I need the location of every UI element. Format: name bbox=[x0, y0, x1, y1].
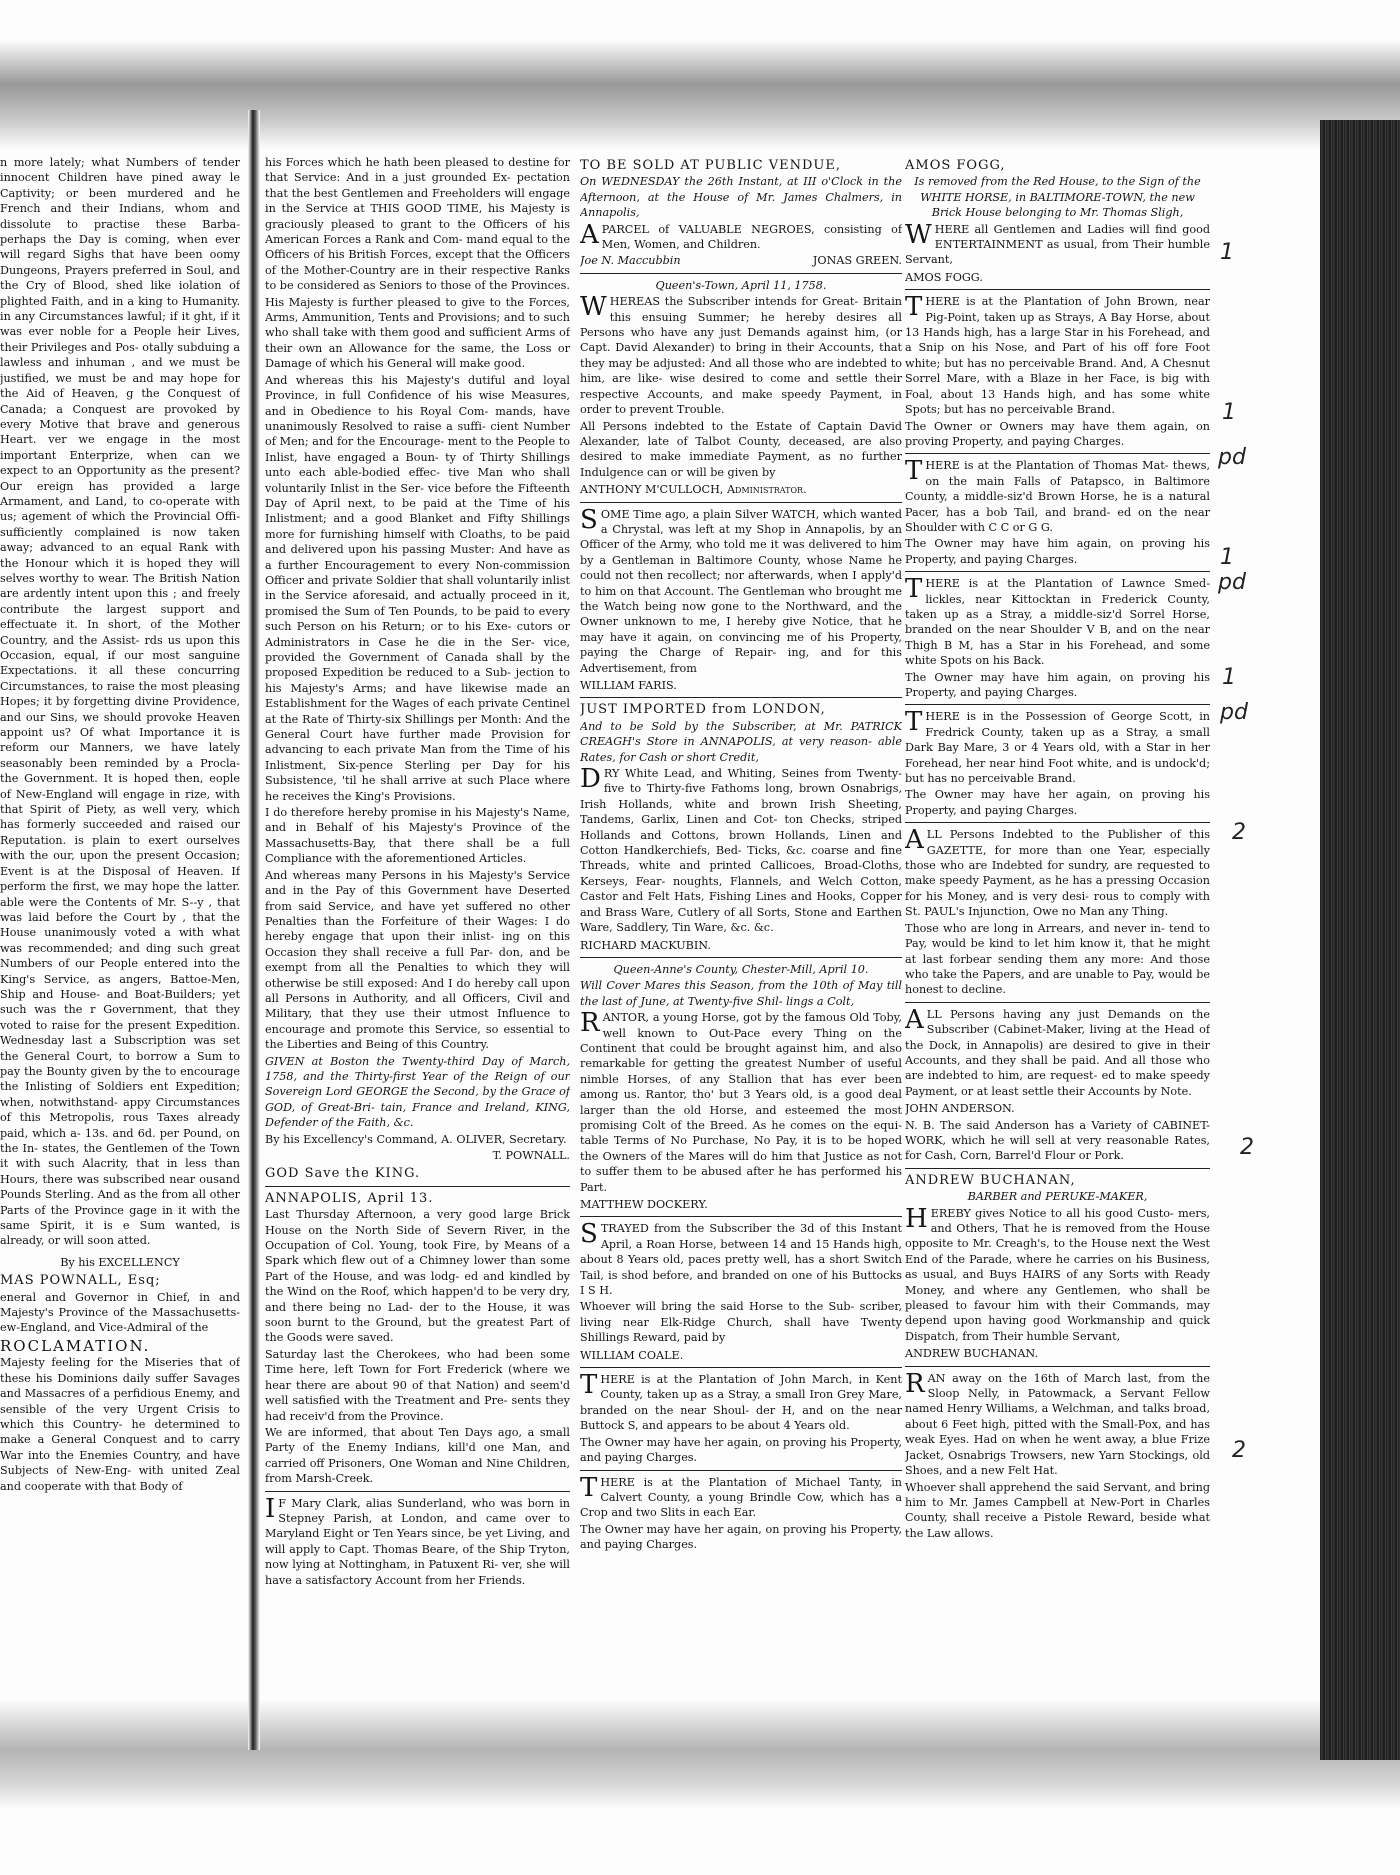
col4-scott-2: The Owner may have her again, on proving his Property, and paying Charges. bbox=[905, 788, 1210, 817]
divider bbox=[905, 289, 1210, 290]
col2-given: GIVEN at Boston the Twenty-third Day of March, 1758, and the Thirty-first Year of the Reign of our Sovereign Lord GEORGE the Second, by the Grace of GOD, of Great-Bri- tain, France and Ireland, KING, Defender of the Faith, &c. bbox=[265, 1054, 570, 1130]
col3-whereas: WHEREAS the Subscriber intends for Great- Britain this ensuing Summer; he hereby desires all Persons who have any just Demands against him, (or Capt. David Alexander) to bring in their Accounts, that they may be adjusted: And all those who are indebted to him, are like- wise desired to come and settle their respective Accounts, and make speedy Payment, in order to prevent Trouble. bbox=[580, 292, 902, 417]
col4-scott: THERE is in the Possession of George Scott, in Fredrick County, taken up as a Stray, a small Dark Bay Mare, 3 or 4 Years old, with a Star in her Forehead, her near hind Foot white, and is undock'd; but has no perceivable Brand. bbox=[905, 707, 1210, 786]
divider bbox=[265, 1491, 570, 1492]
col4-fogg-title: AMOS FOGG, bbox=[905, 158, 1006, 173]
margin-mark: pd bbox=[1220, 700, 1248, 725]
col2-annapolis-2: Saturday last the Cherokees, who had been some Time here, left Town for Fort Frederick (where we hear there are about 90 of that Nation) and seem'd well satisfied with the Treatment and Pre- sents they had receiv'd from the Province. bbox=[265, 1347, 570, 1423]
col2-p2: His Majesty is further pleased to give to the Forces, Arms, Ammunition, Tents and Provisions; and to such who shall take with them good and sufficient Arms of their own an Allowance for the same, the Loss or Damage of which his General will make good. bbox=[265, 295, 570, 371]
col2-command-sig: T. POWNALL. bbox=[492, 1149, 570, 1162]
col4-anderson-sig: JOHN ANDERSON. bbox=[905, 1102, 1015, 1116]
col3-vendue-sig bbox=[580, 253, 902, 268]
col1-text: n more lately; what Numbers of tender innocent Children have pined away le Captivity; or been murdered and he French and their Indians, whom and dissolute to practise these Barba- perhaps the Day is coming, when ever will regard Sighs that have been oomy Dungeons, Prayers preferred in Soul, and the Cry of Blood, shed like iolation of plighted Faith, and in a king to Humanity. in any Circumstances lawful; if it ght, if it was ever noble for a People heir Lives, their Privileges and Pos- otally subduing a lawless and inhuman , and we must be justified, we must be and may hope for the Aid of Heaven, g the Conquest of Canada; a Conquest are provoked by every Motive that brave and generous Heart. ver we engage in the most important Enterprize, when can we expect to an Opportunity as the present? Our ereign has provided a large Armament, and Land, to co-operate with us; agement of which the Provincial Offi- sufficiently complained is now taken away; advanced to an equal Rank with the Honour which it is hoped they will selves worthy to wear. The British Nation are ardently intent upon this ; and freely contribute the largest support and effectuate it. In short, of the Mother Country, and the Assist- rds us upon this Occasion, equal, if our most sanguine Expectations. it all these concurring Circumstances, to raise the most pleasing Hopes; it by forgetting divine Providence, and our Sins, we should provoke Heaven appoint us? Of what Importance it is reform our Manners, we have lately seasonably been reminded by a Procla- the Government. It is hoped then, eople of New-England will engage in rize, with that Spirit of Piety, as well very, which has formerly succeeded and raised our Reputation. is plain to exert ourselves with the our, upon the present Occasion; Event is at the Disposal of Heaven. If perform the first, we may hope the latter. able were the Contents of Mr. S--y , that was laid before the Court by , that the House unanimously voted a with what was recommended; and ding such great Numbers of our People entered into the King's Service, as angers, Battoe-Men, Ship and House- and Boat-Builders; yet such was the r Government, that they voted to raise for the present Expedition. Wednesday last a Subscription was set the General Court, to borrow a Sum to pay the Bounty given by the to encourage the Inlisting of Soldiers ent Expedition; when, notwithstand- appy Circumstances of this Metropolis, rous Taxes already paid, which a- 13s. and 6d. per Pound, on the In- states, the Gentlemen of the Town it with such Alacrity, that in less than Hours, there was subscribed near ousand Pounds Sterling. And as the from all other Parts of the Province gage in it with the same Spirit, it is e Sum wanted, is already, or will soon atted. bbox=[0, 156, 240, 1248]
divider bbox=[905, 1168, 1210, 1169]
margin-mark: pd bbox=[1218, 445, 1246, 470]
col3-ranter-dateline: Queen-Anne's County, Chester-Mill, April 10. bbox=[613, 962, 869, 976]
col4-smedickles-2: The Owner may have him again, on proving his Property, and paying Charges. bbox=[905, 670, 1210, 699]
col4-matthews-2: The Owner may have him again, on proving his Property, and paying Charges. bbox=[905, 537, 1210, 566]
margin-mark: 1 bbox=[1220, 240, 1234, 265]
col4-gazette: ALL Persons Indebted to the Publisher of this GAZETTE, for more than one Year, especially those who are Indebted for sundry, are requested to make speedy Payment, as he has a pressing Occasion for his Money, and is very desi- rous to comply with St. PAUL's Injunction, Owe no Man any Thing. bbox=[905, 825, 1210, 919]
book-page-edge bbox=[1320, 120, 1400, 1760]
col1-heading-excellency: By his EXCELLENCY bbox=[60, 1255, 180, 1269]
handwritten-annotation: Joe N. Maccubbin bbox=[580, 254, 681, 268]
col2-god-save: GOD Save the KING. bbox=[265, 1166, 421, 1182]
col4-fogg-body: WHERE all Gentlemen and Ladies will find good ENTERTAINMENT as usual, from Their humble Servant, bbox=[905, 219, 1210, 267]
col3-alexander-sig: ANTHONY M'CULLOCH, Administrator. bbox=[580, 483, 807, 497]
margin-mark: 1 bbox=[1222, 665, 1236, 690]
col2-p4: I do therefore hereby promise in his Majesty's Name, and in Behalf of his Majesty's Province of the Massachusetts-Bay, that there shall be a full Compliance with the aforementioned Articles. bbox=[265, 806, 570, 866]
col3-tanty-2: The Owner may have her again, on proving his Property, and paying Charges. bbox=[580, 1522, 902, 1552]
col4-buchanan-title: ANDREW BUCHANAN, bbox=[905, 1172, 1076, 1188]
col2-annapolis-heading: ANNAPOLIS, April 13. bbox=[265, 1190, 434, 1206]
col4-anderson: ALL Persons having any just Demands on the Subscriber (Cabinet-Maker, living at the Head of the Dock, in Annapolis) are desired to give in their Accounts, and they shall be paid. And all those who are indebted to him, are request- ed to make speedy Payment, or at least settle their Accounts by Note. bbox=[905, 1004, 1210, 1098]
col4-buchanan-sig: ANDREW BUCHANAN. bbox=[905, 1347, 1039, 1361]
col4-buchanan: HEREBY gives Notice to all his good Custo- mers, and Others, That he is removed from the House opposite to Mr. Creagh's, to the House next the West End of the Parade, where he carries on his Business, as usual, and Buys HAIRS of any Sorts with Ready Money, and where any Gentlemen, who shall be pleased to favour him with their Commands, may depend upon having good Workmanship and quick Dispatch, from Their humble Servant, bbox=[905, 1203, 1210, 1343]
divider bbox=[580, 957, 902, 958]
divider bbox=[265, 1186, 570, 1187]
col2-annapolis-1: Last Thursday Afternoon, a very good large Brick House on the North Side of Severn River, in the Occupation of Col. Young, took Fire, by Means of a Spark which flew out of a Chimney lower than some Part of the House, and was lodg- ed and kindled by the Wind on the Roof, which happen'd to be very dry, and there being no Lad- der to the House, it was soon burnt to the Ground, but the greatest Part of the Goods were saved. bbox=[265, 1208, 570, 1345]
col2-annapolis-3: We are informed, that about Ten Days ago, a small Party of the Enemy Indians, kill'd one Man, and carried off Prisoners, One Woman and Nine Children, from Marsh-Creek. bbox=[265, 1425, 570, 1486]
col3-ranter: RANTOR, a young Horse, got by the famous Old Toby, well known to Out-Pace every Thing on the Continent that could be brought against him, and also remarkable for getting the greatest Number of useful nimble Horses, of any Stallion that has ever been among us. Rantor, tho' but 3 Years old, is a good deal larger than the old Horse, and esteemed the most promising Colt of the Breed. As he comes on the equi- table Terms of No Purchase, No Pay, it is to be hoped the Owners of the Mares will do him that Justice as not to suffer them to be abused after he has performed his Part. bbox=[580, 1008, 902, 1194]
col3-ranter-sig: MATTHEW DOCKERY. bbox=[580, 1198, 708, 1211]
col4-fogg-sub: Is removed from the Red House, to the Sign of the WHITE HORSE, in BALTIMORE-TOWN, the new Brick House belonging to Mr. Thomas Sligh, bbox=[914, 175, 1201, 220]
col3-vendue-body: APARCEL of VALUABLE NEGROES, consisting of Men, Women, and Children. bbox=[580, 219, 902, 252]
divider bbox=[580, 1367, 902, 1368]
col3-imported-title: JUST IMPORTED from LONDON, bbox=[580, 702, 826, 718]
col2-command: By his Excellency's Command, A. OLIVER, Secretary. bbox=[265, 1132, 567, 1146]
margin-mark: 2 bbox=[1232, 1438, 1246, 1463]
col3-watch: SOME Time ago, a plain Silver WATCH, which wanted a Chrystal, was left at my Shop in Annapolis, by an Officer of the Army, who told me it was delivered to him by a Gentleman in Baltimore County, whose Name he could not then recollect; nor afterwards, when I apply'd to him on that Account. The Gentleman who brought me the Watch being now gone to the Northward, and the Owner unknown to me, I hereby give Notice, that he may have it again, on convincing me of his Property, paying the Charge of Repair- ing, and for this Advertisement, from bbox=[580, 504, 902, 675]
col4-fogg-sig: AMOS FOGG. bbox=[905, 270, 983, 284]
margin-mark: 2 bbox=[1240, 1135, 1254, 1160]
divider bbox=[905, 704, 1210, 705]
divider bbox=[905, 1002, 1210, 1003]
col2-p5: And whereas many Persons in his Majesty's Service and in the Pay of this Government have Deserted from said Service, and have yet suffered no other Penalties than the Forfeiture of their Wages: I do hereby engage that upon their inlist- ing on this Occasion they shall receive a full Par- don, and be exempt from all the Penalties to which they will otherwise be still exposed: And I do hereby call upon all Persons in Authority, and all Officers, Civil and Military, that they use their utmost Influence to encourage and promote this Service, so essential to the Liberties and Being of this Country. bbox=[265, 868, 570, 1052]
col3-tanty: THERE is at the Plantation of Michael Tanty, in Calvert County, a young Brindle Cow, which has a Crop and two Slits in each Ear. bbox=[580, 1472, 902, 1520]
col3-vendue-sig-name: JONAS GREEN. bbox=[812, 254, 902, 268]
ink-smudge-bottom bbox=[0, 1700, 1400, 1810]
divider bbox=[905, 822, 1210, 823]
column-3 bbox=[580, 155, 902, 1554]
col1-governor: eneral and Governor in Chief, in and Majesty's Province of the Massachusetts- ew-England, and Vice-Admiral of the bbox=[0, 1290, 240, 1335]
divider bbox=[580, 502, 902, 503]
divider bbox=[580, 1470, 902, 1471]
col3-imported-sub: And to be Sold by the Subscriber, at Mr. PATRICK CREAGH's Store in ANNAPOLIS, at very reason- able Rates, for Cash or short Credit, bbox=[580, 719, 902, 764]
col1-proclamation-title: ROCLAMATION. bbox=[0, 1336, 151, 1355]
col4-smedickles: THERE is at the Plantation of Lawnce Smed- lickles, near Kittocktan in Frederick County, taken up as a Stray, a middle-siz'd Sorrel Horse, branded on the near Shoulder V B, and on the near Thigh B M, has a Star in his Forehead, and some white Spots on his Back. bbox=[905, 574, 1210, 668]
col2-mary-clark: IF Mary Clark, alias Sunderland, who was born in Stepney Parish, at London, and came over to Maryland Eight or Ten Years since, be yet Living, and will apply to Capt. Thomas Beare, of the Ship Tryton, now lying at Nottingham, in Patuxent Ri- ver, she will have a satisfactory Account from her Friends. bbox=[265, 1493, 570, 1587]
col2-p3: And whereas this his Majesty's dutiful and loyal Province, in full Confidence of his wise Measures, and in Obedience to his Royal Com- mands, have unanimously Resolved to raise a suffi- cient Number of Men; and for the Encourage- ment to the People to Inlist, have engaged a Boun- ty of Thirty Shillings unto each able-bodied effec- tive Man who shall voluntarily Inlist in the Ser- vice before the Fifteenth Day of April next, to be paid at the Time of his Inlistment; and a good Blanket and Fifty Shillings more for furnishing himself with Cloaths, to be paid and delivered upon his passing Muster: And have as a further Encouragement to every Non-commission Officer and private Soldier that shall voluntarily inlist in the Service aforesaid, and actually proceed in it, promised the Sum of Ten Pounds, to be paid to every such Person on his Return; or to his Exe- cutors or Administrators in Case he die in the Ser- vice, provided the Government of Canada shall by the proposed Expedition be reduced to a Sub- jection to his Majesty's Arms; and have likewise made an Establishment for the Wages of each private Centinel at the Rate of Thirty-six Shillings per Month: And the General Court have further made Provision for advancing to each private Man from the Time of his Inlistment, Six-pence Sterling per Day for his Subsistence, 'til he shall arrive at such Place where he receives the King's Provisions. bbox=[265, 373, 570, 803]
col2-p1: his Forces which he hath been pleased to destine for that Service: And in a just grounded Ex- pectation that the best Gentlemen and Freeholders will engage in the Service at THIS GOOD TIME, his Majesty is graciously pleased to grant to the Officers of his American Forces a Rank and Com- mand equal to the Officers of his British Forces, except that the Officers of the Mother-Country are in their respective Ranks to be considered as Seniors to those of the Provinces. bbox=[265, 156, 570, 293]
column-4 bbox=[905, 155, 1210, 1542]
col4-anderson-2: N. B. The said Anderson has a Variety of CABINET-WORK, which he will sell at very reasonable Rates, for Cash, Corn, Barrel'd Flour or Pork. bbox=[905, 1118, 1210, 1163]
col3-strayed: STRAYED from the Subscriber the 3d of this Instant April, a Roan Horse, between 14 and 15 Hands high, about 8 Years old, paces pretty well, has a short Switch Tail, is shod before, and branded on one of his Buttocks I S H. bbox=[580, 1219, 902, 1298]
column-2 bbox=[265, 155, 570, 1589]
divider bbox=[905, 453, 1210, 454]
divider bbox=[905, 571, 1210, 572]
col3-imported-body: DRY White Lead, and Whiting, Seines from Twenty-five to Thirty-five Fathoms long, brown Osnabrigs, Irish Hollands, white and brown Irish Sheeting, Tandems, Garlix, Linen and Cot- ton Checks, striped Hollands and Cottons, brown Hollands, Linen and Cotton Handkerchiefs, Bed- Ticks, &c. coarse and fine Threads, white and printed Callicoes, Broad-Cloths, Kerseys, Fear- noughts, Flannels, and Welch Cotton, Castor and Felt Hats, Fishing Lines and Hooks, Copper and Brass Ware, Cutlery of all Sorts, Stone and Earthen Ware, Saddlery, Tin Ware, &c. &c. bbox=[580, 764, 902, 935]
divider bbox=[580, 697, 902, 698]
col3-alexander: All Persons indebted to the Estate of Captain David Alexander, late of Talbot County, deceased, are also desired to make immediate Payment, as no further Indulgence can or will be given by bbox=[580, 419, 902, 479]
divider bbox=[580, 273, 902, 274]
col3-watch-sig: WILLIAM FARIS. bbox=[580, 679, 677, 692]
divider bbox=[580, 1216, 902, 1217]
col3-imported-sig: RICHARD MACKUBIN. bbox=[580, 938, 711, 952]
margin-mark: pd bbox=[1218, 570, 1246, 595]
col3-ranter-sub: Will Cover Mares this Season, from the 10th of May till the last of June, at Twenty-five Shil- lings a Colt, bbox=[580, 979, 902, 1008]
col3-strayed-2: Whoever will bring the said Horse to the Sub- scriber, living near Elk-Ridge Church, shall have Twenty Shillings Reward, paid by bbox=[580, 1300, 902, 1345]
col3-queens-dateline: Queen's-Town, April 11, 1758. bbox=[655, 278, 827, 292]
col3-strayed-sig: WILLIAM COALE. bbox=[580, 1348, 684, 1362]
col4-buchanan-sub: BARBER and PERUKE-MAKER, bbox=[967, 1190, 1148, 1204]
col4-gazette-2: Those who are long in Arrears, and never in- tend to Pay, would be kind to let him know it, that he might at last forbear sending them any more: And those who take the Papers, and are unable to Pay, would be honest to decline. bbox=[905, 921, 1210, 997]
col4-brown-2: The Owner or Owners may have them again, on proving Property, and paying Charges. bbox=[905, 419, 1210, 448]
col4-matthews: THERE is at the Plantation of Thomas Mat- thews, on the main Falls of Patapsco, in Baltimore County, a middle-siz'd Brown Horse, he is a natural Pacer, has a bob Tail, and brand- ed on the near Shoulder with C C or G G. bbox=[905, 456, 1210, 534]
col4-ranaway-2: Whoever shall apprehend the said Servant, and bring him to Mr. James Campbell at New-Port in Charles County, shall receive a Pistole Reward, beside what the Law allows. bbox=[905, 1480, 1210, 1540]
column-1 bbox=[0, 155, 240, 1495]
col1-heading-pownall: MAS POWNALL, Esq; bbox=[0, 1273, 161, 1289]
col3-vendue-sub: On WEDNESDAY the 26th Instant, at III o'Clock in the Afternoon, at the House of Mr. James Chalmers, in Annapolis, bbox=[580, 175, 902, 220]
margin-mark: 1 bbox=[1220, 545, 1234, 570]
col3-march: THERE is at the Plantation of John March, in Kent County, taken up as a Stray, a small Iron Grey Mare, branded on the near Shoul- der H, and on the near Buttock S, and appears to be about 4 Years old. bbox=[580, 1370, 902, 1433]
col4-ranaway: RAN away on the 16th of March last, from the Sloop Nelly, in Patowmack, a Servant Fellow named Henry Williams, a Welchman, and talks broad, about 6 Feet high, pitted with the Small-Pox, and has weak Eyes. Had on when he went away, a blue Frize Jacket, Osnabrigs Trowsers, new Yarn Stockings, old Shoes, and a new Felt Hat. bbox=[905, 1368, 1210, 1478]
divider bbox=[905, 1366, 1210, 1367]
col3-march-2: The Owner may have her again, on proving his Property, and paying Charges. bbox=[580, 1435, 902, 1465]
col4-brown: THERE is at the Plantation of John Brown, near Pig-Point, taken up as Strays, A Bay Horse, about 13 Hands high, has a large Star in his Forehead, and a Snip on his Nose, and Part of his off fore Foot white; but has no perceivable Brand. And, A Chesnut Sorrel Mare, with a Blaze in her Face, is big with Foal, about 13 Hands high, and has some white Spots; but has no perceivable Brand. bbox=[905, 292, 1210, 417]
margin-mark: 2 bbox=[1232, 820, 1246, 845]
page-gutter bbox=[248, 110, 260, 1750]
ink-smudge-top bbox=[0, 40, 1400, 150]
margin-mark: 1 bbox=[1222, 400, 1236, 425]
col1-proclamation: Majesty feeling for the Miseries that of these his Dominions daily suffer Savages and Massacres of a perfidious Enemy, and sensible of the very Urgent Crisis to which this Country- he determined to make a General Conquest and to carry War into the Enemies Country, and have Subjects of New-Eng- with united Zeal and cooperate with that Body of bbox=[0, 1356, 240, 1493]
col3-vendue-title: TO BE SOLD AT PUBLIC VENDUE, bbox=[580, 158, 841, 173]
